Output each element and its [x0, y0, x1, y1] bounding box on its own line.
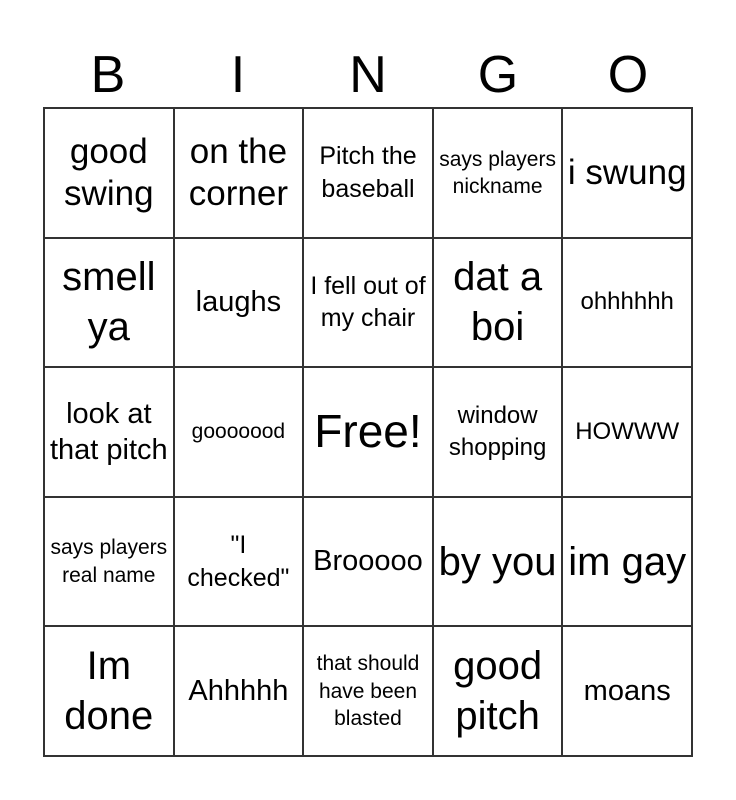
- bingo-cell[interactable]: Pitch the baseball: [303, 108, 433, 238]
- bingo-cell[interactable]: on the corner: [174, 108, 304, 238]
- bingo-cell[interactable]: "I checked": [174, 497, 304, 627]
- bingo-cell[interactable]: moans: [562, 626, 692, 756]
- header-letter-b: B: [90, 46, 126, 104]
- bingo-cell[interactable]: smell ya: [44, 238, 174, 368]
- bingo-cell[interactable]: ohhhhhh: [562, 238, 692, 368]
- bingo-cell[interactable]: im gay: [562, 497, 692, 627]
- bingo-header: [43, 44, 693, 106]
- bingo-cell[interactable]: I fell out of my chair: [303, 238, 433, 368]
- bingo-cell[interactable]: Ahhhhh: [174, 626, 304, 756]
- header-letter-g: G: [477, 46, 519, 104]
- bingo-cell[interactable]: Im done: [44, 626, 174, 756]
- header-letter-n: N: [349, 46, 387, 104]
- free-space[interactable]: Free!: [303, 367, 433, 497]
- bingo-cell[interactable]: laughs: [174, 238, 304, 368]
- bingo-cell[interactable]: HOWWW: [562, 367, 692, 497]
- bingo-board: [43, 107, 693, 757]
- bingo-cell[interactable]: dat a boi: [433, 238, 563, 368]
- bingo-cell[interactable]: look at that pitch: [44, 367, 174, 497]
- bingo-cell[interactable]: i swung: [562, 108, 692, 238]
- bingo-cell[interactable]: gooooood: [174, 367, 304, 497]
- header-letter-o: O: [607, 46, 649, 104]
- bingo-cell[interactable]: that should have been blasted: [303, 626, 433, 756]
- bingo-cell[interactable]: window shopping: [433, 367, 563, 497]
- bingo-cell[interactable]: says players real name: [44, 497, 174, 627]
- bingo-cell[interactable]: good pitch: [433, 626, 563, 756]
- bingo-cell[interactable]: Brooooo: [303, 497, 433, 627]
- header-letter-i: I: [230, 46, 246, 104]
- bingo-cell[interactable]: good swing: [44, 108, 174, 238]
- bingo-cell[interactable]: by you: [433, 497, 563, 627]
- bingo-cell[interactable]: says players nickname: [433, 108, 563, 238]
